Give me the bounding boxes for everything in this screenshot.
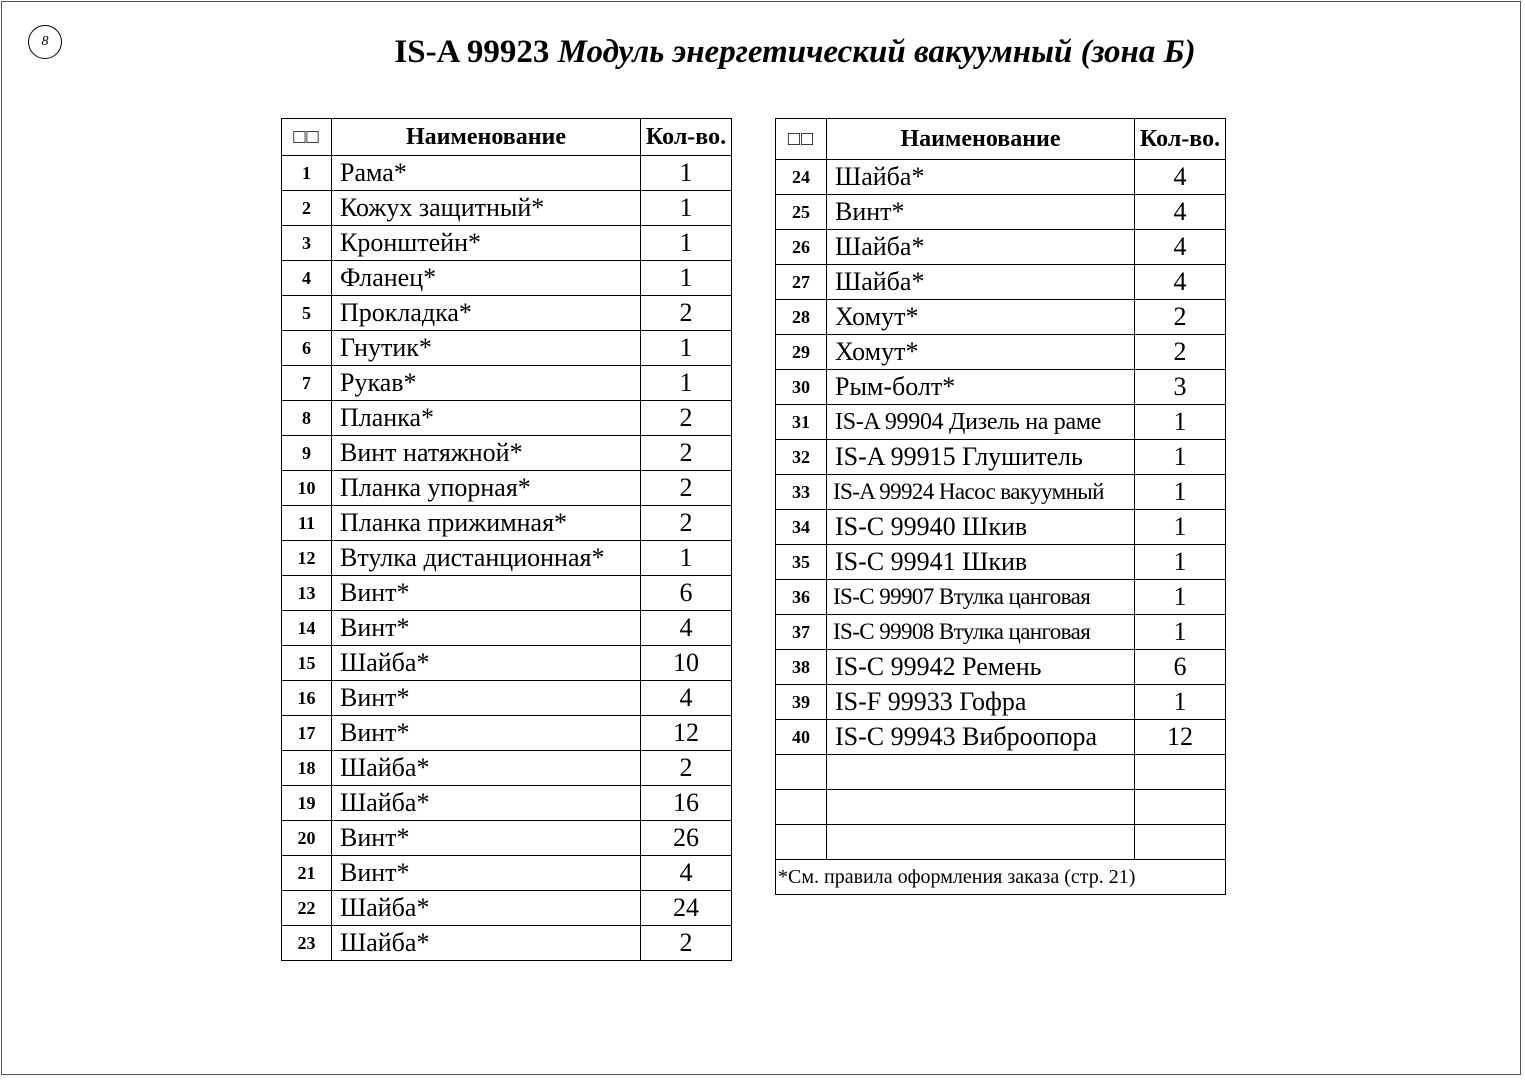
empty-row — [776, 790, 1226, 825]
item-number: 28 — [776, 300, 827, 335]
item-name: Шайба* — [332, 926, 641, 961]
column-header-number: □□ — [282, 119, 332, 156]
item-name: Кронштейн* — [332, 226, 641, 261]
table-row — [776, 650, 1226, 685]
table-row — [282, 926, 732, 961]
column-header-name: Наименование — [332, 119, 641, 156]
item-number: 7 — [282, 366, 332, 401]
parts-table-right-body — [776, 160, 1226, 755]
item-number: 10 — [282, 471, 332, 506]
item-quantity: 26 — [641, 821, 732, 856]
table-row — [282, 296, 732, 331]
item-quantity: 1 — [1135, 545, 1226, 580]
parts-table-right — [775, 118, 1226, 895]
item-quantity: 4 — [641, 611, 732, 646]
table-row — [282, 681, 732, 716]
item-quantity: 4 — [1135, 160, 1226, 195]
table-header-row — [282, 119, 732, 156]
item-quantity: 1 — [1135, 405, 1226, 440]
item-name: Винт* — [332, 611, 641, 646]
item-number: 20 — [282, 821, 332, 856]
item-name: Рама* — [332, 156, 641, 191]
item-number: 4 — [282, 261, 332, 296]
table-row — [282, 506, 732, 541]
table-row — [776, 475, 1226, 510]
item-quantity: 2 — [641, 296, 732, 331]
table-row — [282, 261, 732, 296]
item-quantity: 1 — [641, 226, 732, 261]
item-name: Винт натяжной* — [332, 436, 641, 471]
item-quantity: 1 — [1135, 685, 1226, 720]
item-number: 30 — [776, 370, 827, 405]
item-number: 27 — [776, 265, 827, 300]
item-name: IS-C 99940 Шкив — [827, 510, 1135, 545]
footnote-row — [776, 860, 1226, 895]
table-row — [776, 300, 1226, 335]
item-name: Винт* — [332, 716, 641, 751]
item-number: 26 — [776, 230, 827, 265]
item-number: 3 — [282, 226, 332, 261]
item-name: Шайба* — [332, 786, 641, 821]
table-row — [776, 230, 1226, 265]
item-quantity: 4 — [641, 681, 732, 716]
empty-cell — [1135, 790, 1226, 825]
item-number: 15 — [282, 646, 332, 681]
item-number: 5 — [282, 296, 332, 331]
item-name: Винт* — [332, 856, 641, 891]
item-number: 11 — [282, 506, 332, 541]
item-number: 32 — [776, 440, 827, 475]
table-row — [776, 615, 1226, 650]
table-row — [282, 786, 732, 821]
item-number: 38 — [776, 650, 827, 685]
item-quantity: 2 — [1135, 335, 1226, 370]
table-row — [776, 405, 1226, 440]
item-name: Гнутик* — [332, 331, 641, 366]
item-name: Винт* — [332, 576, 641, 611]
item-quantity: 1 — [1135, 580, 1226, 615]
item-name: IS-C 99941 Шкив — [827, 545, 1135, 580]
item-number: 21 — [282, 856, 332, 891]
table-row — [776, 370, 1226, 405]
empty-row — [776, 755, 1226, 790]
table-row — [282, 646, 732, 681]
item-name: IS-C 99942 Ремень — [827, 650, 1135, 685]
table-row — [776, 265, 1226, 300]
page-title — [0, 30, 1525, 74]
item-number: 25 — [776, 195, 827, 230]
item-name: Винт* — [827, 195, 1135, 230]
item-number: 16 — [282, 681, 332, 716]
item-name: Шайба* — [332, 751, 641, 786]
item-name: IS-C 99943 Виброопора — [827, 720, 1135, 755]
table-row — [776, 195, 1226, 230]
item-number: 33 — [776, 475, 827, 510]
item-name: Винт* — [332, 681, 641, 716]
item-quantity: 1 — [641, 156, 732, 191]
item-quantity: 2 — [641, 506, 732, 541]
empty-cell — [776, 755, 827, 790]
item-name: Шайба* — [827, 230, 1135, 265]
item-quantity: 4 — [1135, 230, 1226, 265]
item-number: 23 — [282, 926, 332, 961]
item-number: 31 — [776, 405, 827, 440]
table-row — [282, 541, 732, 576]
item-name: Шайба* — [332, 646, 641, 681]
table-row — [282, 191, 732, 226]
table-row — [282, 611, 732, 646]
item-number: 29 — [776, 335, 827, 370]
table-row — [282, 401, 732, 436]
table-row — [776, 545, 1226, 580]
item-quantity: 6 — [1135, 650, 1226, 685]
table-row — [776, 580, 1226, 615]
order-rules-footnote: *См. правила оформления заказа (стр. 21) — [776, 860, 1226, 895]
item-name: Планка* — [332, 401, 641, 436]
table-row — [282, 156, 732, 191]
column-header-name: Наименование — [827, 119, 1135, 160]
table-row — [776, 440, 1226, 475]
item-number: 39 — [776, 685, 827, 720]
item-number: 18 — [282, 751, 332, 786]
item-quantity: 2 — [641, 751, 732, 786]
table-row — [282, 436, 732, 471]
item-number: 13 — [282, 576, 332, 611]
item-quantity: 1 — [641, 191, 732, 226]
item-quantity: 1 — [1135, 510, 1226, 545]
item-number: 17 — [282, 716, 332, 751]
page-number: 8 — [41, 34, 49, 49]
item-name: Шайба* — [827, 265, 1135, 300]
item-quantity: 1 — [641, 331, 732, 366]
item-name: Рым-болт* — [827, 370, 1135, 405]
item-quantity: 24 — [641, 891, 732, 926]
parts-table-left — [281, 118, 732, 961]
item-number: 1 — [282, 156, 332, 191]
item-quantity: 4 — [1135, 195, 1226, 230]
empty-cell — [1135, 825, 1226, 860]
table-row — [776, 510, 1226, 545]
table-row — [282, 576, 732, 611]
item-number: 2 — [282, 191, 332, 226]
item-number: 37 — [776, 615, 827, 650]
table-row — [282, 821, 732, 856]
table-row — [282, 856, 732, 891]
title-name: Модуль энергетический вакуумный (зона Б) — [557, 34, 1196, 70]
table-row — [282, 226, 732, 261]
item-name: IS-A 99915 Глушитель — [827, 440, 1135, 475]
item-name: Прокладка* — [332, 296, 641, 331]
item-number: 22 — [282, 891, 332, 926]
item-number: 12 — [282, 541, 332, 576]
item-quantity: 1 — [1135, 475, 1226, 510]
item-number: 40 — [776, 720, 827, 755]
item-number: 36 — [776, 580, 827, 615]
item-quantity: 4 — [1135, 265, 1226, 300]
item-name: Шайба* — [827, 160, 1135, 195]
table-row — [282, 891, 732, 926]
page-frame — [1, 1, 1521, 1075]
item-name: IS-A 99904 Дизель на раме — [827, 405, 1135, 440]
column-header-quantity: Кол-во. — [1135, 119, 1226, 160]
item-quantity: 12 — [641, 716, 732, 751]
empty-cell — [827, 790, 1135, 825]
item-quantity: 1 — [641, 366, 732, 401]
item-quantity: 2 — [641, 471, 732, 506]
item-number: 24 — [776, 160, 827, 195]
item-quantity: 6 — [641, 576, 732, 611]
item-quantity: 1 — [641, 541, 732, 576]
item-number: 6 — [282, 331, 332, 366]
item-name: Хомут* — [827, 300, 1135, 335]
item-quantity: 1 — [641, 261, 732, 296]
item-quantity: 12 — [1135, 720, 1226, 755]
table-row — [776, 335, 1226, 370]
item-name: Втулка дистанционная* — [332, 541, 641, 576]
item-number: 14 — [282, 611, 332, 646]
table-header-row — [776, 119, 1226, 160]
item-quantity: 10 — [641, 646, 732, 681]
item-number: 9 — [282, 436, 332, 471]
item-quantity: 4 — [641, 856, 732, 891]
table-row — [282, 331, 732, 366]
item-name: Кожух защитный* — [332, 191, 641, 226]
column-header-number: □□ — [776, 119, 827, 160]
item-name: IS-C 99907 Втулка цанговая — [827, 580, 1135, 615]
table-row — [282, 716, 732, 751]
empty-row — [776, 825, 1226, 860]
table-row — [776, 720, 1226, 755]
table-row — [282, 366, 732, 401]
empty-cell — [776, 790, 827, 825]
item-name: IS-F 99933 Гофра — [827, 685, 1135, 720]
item-number: 19 — [282, 786, 332, 821]
empty-cell — [776, 825, 827, 860]
item-name: Фланец* — [332, 261, 641, 296]
item-number: 34 — [776, 510, 827, 545]
item-number: 35 — [776, 545, 827, 580]
item-quantity: 2 — [641, 401, 732, 436]
item-name: Винт* — [332, 821, 641, 856]
item-quantity: 2 — [1135, 300, 1226, 335]
title-code: IS-A 99923 — [394, 34, 550, 70]
item-quantity: 1 — [1135, 615, 1226, 650]
item-name: Планка прижимная* — [332, 506, 641, 541]
table-row — [282, 751, 732, 786]
item-quantity: 3 — [1135, 370, 1226, 405]
table-row — [282, 471, 732, 506]
item-name: Шайба* — [332, 891, 641, 926]
item-quantity: 1 — [1135, 440, 1226, 475]
item-name: Рукав* — [332, 366, 641, 401]
item-quantity: 2 — [641, 926, 732, 961]
item-quantity: 16 — [641, 786, 732, 821]
empty-cell — [827, 755, 1135, 790]
item-name: IS-C 99908 Втулка цанговая — [827, 615, 1135, 650]
item-name: IS-A 99924 Насос вакуумный — [827, 475, 1135, 510]
table-row — [776, 160, 1226, 195]
empty-cell — [1135, 755, 1226, 790]
empty-cell — [827, 825, 1135, 860]
item-quantity: 2 — [641, 436, 732, 471]
item-name: Хомут* — [827, 335, 1135, 370]
item-name: Планка упорная* — [332, 471, 641, 506]
column-header-quantity: Кол-во. — [641, 119, 732, 156]
item-number: 8 — [282, 401, 332, 436]
parts-table-left-body — [282, 156, 732, 961]
table-row — [776, 685, 1226, 720]
